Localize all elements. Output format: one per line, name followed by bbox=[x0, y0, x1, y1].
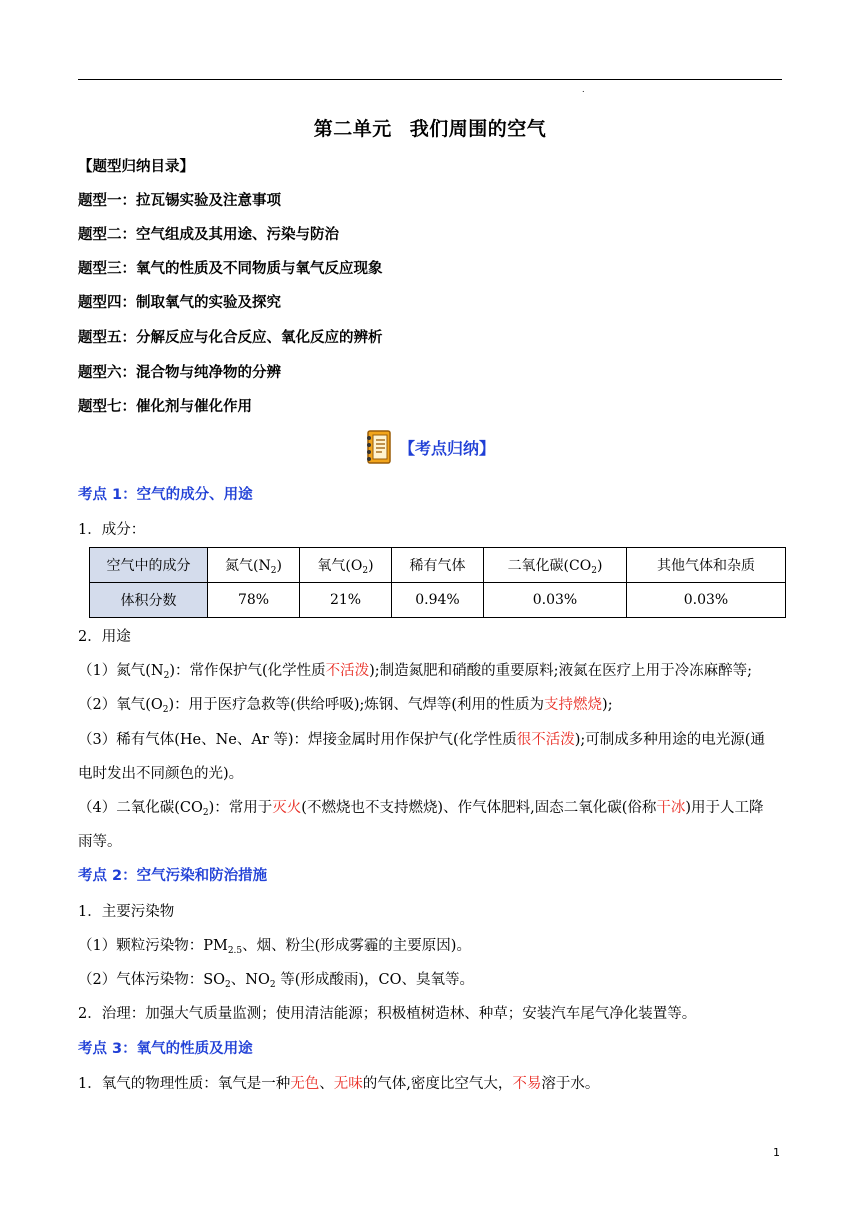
use-nitrogen: （1）氮气$(N_2)$：常作保护气(化学性质不活泼);制造氮肥和硝酸的重要原料;液氮在医疗上用于冷冻麻醉等; bbox=[78, 663, 752, 681]
header-dot: . bbox=[582, 85, 585, 94]
page-number: 1 bbox=[773, 1146, 780, 1159]
title-topic: 我们周围的空气 bbox=[409, 118, 547, 140]
kaodian-1-item-2: 2．用途 bbox=[78, 629, 131, 645]
notebook-icon bbox=[365, 429, 393, 465]
kaodian-1-title: 考点 1：空气的成分、用途 bbox=[78, 487, 253, 503]
oxygen-physical-properties: 1．氧气的物理性质：氧气是一种无色、无味的气体,密度比空气大，不易溶于水。 bbox=[78, 1076, 600, 1092]
toc-item-6: 题型六：混合物与纯净物的分辨 bbox=[78, 365, 281, 381]
table-cell: 二氧化碳$(CO_2)$ bbox=[484, 548, 627, 583]
section-label: 【考点归纳】 bbox=[398, 438, 495, 458]
toc-item-7: 题型七：催化剂与催化作用 bbox=[78, 399, 252, 415]
toc-item-4: 题型四：制取氧气的实验及探究 bbox=[78, 295, 281, 311]
table-cell: 21% bbox=[300, 583, 392, 618]
toc-item-1: 题型一：拉瓦锡实验及注意事项 bbox=[78, 193, 281, 209]
table-cell: 氧气$(O_2)$ bbox=[300, 548, 392, 583]
table-cell: 稀有气体 bbox=[392, 548, 484, 583]
toc-heading: 【题型归纳目录】 bbox=[78, 159, 194, 175]
kaodian-1-item-1: 1．成分： bbox=[78, 522, 146, 538]
header-rule bbox=[78, 79, 782, 80]
table-cell: 0.03% bbox=[484, 583, 627, 618]
use-rare-gas: （3）稀有气体(He、Ne、Ar 等)：焊接金属时用作保护气(化学性质很不活泼);可制成多种用途的电光源(通 bbox=[78, 732, 765, 748]
table-row bbox=[90, 583, 786, 618]
composition-table bbox=[89, 547, 786, 618]
use-oxygen: （2）氧气$(O_2)$：用于医疗急救等(供给呼吸);炼钢、气焊等(利用的性质为支持燃烧); bbox=[78, 697, 613, 715]
use-co2: （4）二氧化碳$(CO_2)$：常用于灭火(不燃烧也不支持燃烧)、作气体肥料,固态二氧化碳(俗称干冰)用于人工降 bbox=[78, 800, 764, 818]
table-cell: 78% bbox=[208, 583, 300, 618]
toc-item-3: 题型三：氧气的性质及不同物质与氧气反应现象 bbox=[78, 261, 383, 277]
pollutant-gases: （2）气体污染物：$SO_2$、$NO_2$ 等(形成酸雨)，CO、臭氧等。 bbox=[78, 972, 474, 990]
use-co2-cont: 雨等。 bbox=[78, 834, 122, 850]
kaodian-2-item-1: 1．主要污染物 bbox=[78, 904, 175, 920]
table-row bbox=[90, 548, 786, 583]
kaodian-2-title: 考点 2：空气污染和防治措施 bbox=[78, 868, 268, 884]
table-cell: 空气中的成分 bbox=[90, 548, 208, 583]
page-title bbox=[0, 114, 860, 141]
toc-item-2: 题型二：空气组成及其用途、污染与防治 bbox=[78, 227, 339, 243]
toc-item-5: 题型五：分解反应与化合反应、氧化反应的辨析 bbox=[78, 330, 383, 346]
kaodian-3-title: 考点 3：氧气的性质及用途 bbox=[78, 1041, 253, 1057]
use-rare-gas-cont: 电时发出不同颜色的光)。 bbox=[78, 766, 244, 782]
table-cell: 其他气体和杂质 bbox=[627, 548, 786, 583]
table-cell: 体积分数 bbox=[90, 583, 208, 618]
table-cell: 0.94% bbox=[392, 583, 484, 618]
section-heading bbox=[0, 429, 860, 469]
title-unit: 第二单元 bbox=[313, 118, 392, 140]
kaodian-2-item-2: 2．治理：加强大气质量监测；使用清洁能源；积极植树造林、种草；安装汽车尾气净化装置等。 bbox=[78, 1006, 697, 1022]
table-cell: 0.03% bbox=[627, 583, 786, 618]
table-cell: 氮气$(N_2)$ bbox=[208, 548, 300, 583]
pollutant-particles: （1）颗粒污染物：$PM_{2.5}$、烟、粉尘(形成雾霾的主要原因)。 bbox=[78, 938, 471, 956]
